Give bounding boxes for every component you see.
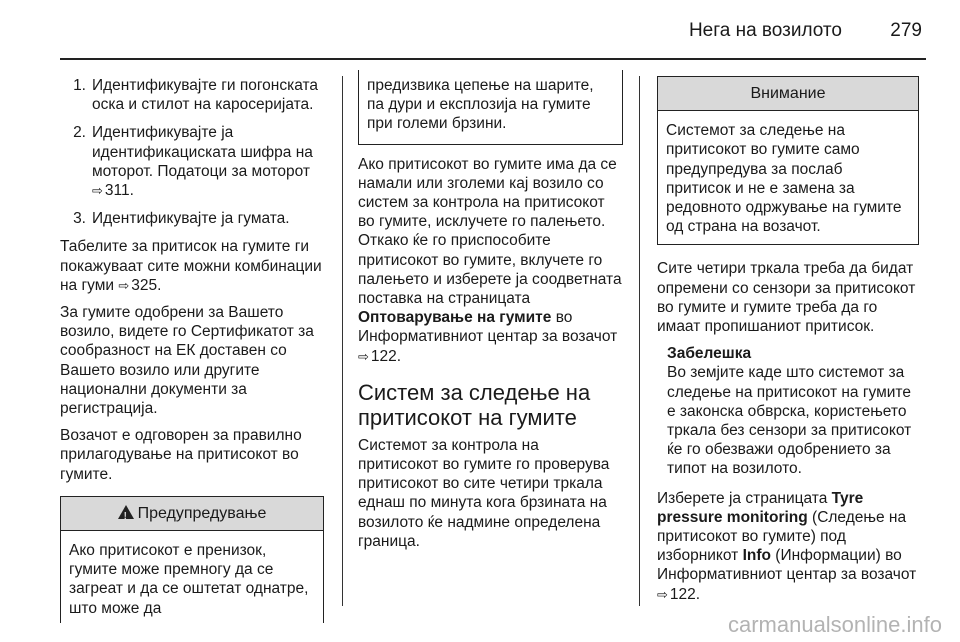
column-2: [358, 76, 623, 559]
column-divider-2: [639, 76, 640, 606]
menu-item-label: Tyre pressure monitoring: [657, 489, 864, 526]
warning-box-body: предизвика цепење на шарите, па дури и експлозија на гумите при големи брзини.: [367, 77, 594, 133]
warning-triangle-icon: [118, 505, 134, 519]
page-reference-link[interactable]: ⇨ 122.: [358, 348, 401, 365]
page-reference-link[interactable]: ⇨ 325.: [118, 277, 161, 294]
warning-box-header: !Предупредување: [61, 497, 323, 531]
caution-box-body: Системот за следење на притисокот во гумите само предупредува за послаб притисок и не е замена за редовното одржување на гумите од страна на возачот.: [666, 122, 902, 236]
warning-box-continued: [358, 70, 623, 145]
page-number: 279: [890, 20, 922, 41]
paragraph: За гумите одобрени за Вашето возило, видете го Сертификатот за сообразност на ЕК доставен со Вашето возило или другите национални документи за регистрација.: [60, 304, 314, 418]
warning-box-body: Ако притисокот е пренизок, гумите може премногу да се загреат и да се оштетат однатре, што може да: [69, 542, 309, 617]
note-title: Забелешка: [667, 345, 752, 363]
column-1: [60, 76, 324, 623]
note-text: Во земјите каде што системот за следење на притисокот на гумите е законска обврска, користењето тркала без сензори за притисокот ќе го обезважи одобрението за типот на возилото.: [667, 364, 912, 478]
section-heading: Систем за следење на притисокот на гумите: [358, 379, 591, 430]
header-title: Нега на возилото: [688, 20, 842, 41]
page-reference-link[interactable]: ⇨ 122.: [657, 586, 700, 603]
list-item: [60, 123, 324, 200]
step-text: Идентификувајте ги погонската оска и стилот на каросеријата.: [92, 77, 319, 114]
caution-box-header: Внимание: [658, 77, 918, 111]
paragraph: Возачот е одговорен за правилно прилагодување на притисокот во гумите.: [60, 427, 302, 483]
warning-box: [60, 496, 324, 623]
step-number: 3.: [73, 210, 86, 228]
column-3: [657, 76, 919, 612]
menu-item-label: Оптоварување на гумите: [358, 309, 552, 327]
step-text: Идентификувајте ја гумата.: [92, 210, 290, 228]
menu-item-label: Info: [742, 547, 771, 565]
paragraph: Сите четири тркала треба да бидат опремени со сензори за притисокот во гумите и гумите треба да го имаат пропишаниот притисок.: [657, 260, 916, 336]
steps-list: [60, 76, 324, 228]
list-item: [60, 76, 324, 114]
page-reference-link[interactable]: ⇨ 311.: [92, 182, 134, 199]
paragraph: Ако притисокот во гумите има да се намали или зголеми кај возило со систем за контрола на притисокот во гумите, исклучете го палењето. Откако ќе го приспособите притисокот во гумите, вклучете го палењето и изберете ја соодветната поставка на страницата Оптоварување на гумите во Информативниот центар за возачот ⇨ 122.: [358, 155, 623, 366]
list-item: [60, 209, 324, 228]
step-number: 2.: [73, 124, 86, 142]
note-block: [657, 344, 919, 478]
paragraph: Изберете ја страницата Tyre pressure monitoring (Следење на притисокот во гумите) под изборникот Info (Информации) во Информативниот центар за возачот ⇨ 122.: [657, 489, 919, 604]
step-number: 1.: [73, 77, 86, 94]
step-text: Идентификувајте ја идентификациската шифра на моторот. Податоци за моторот ⇨ 311.: [92, 123, 324, 200]
header-divider: [60, 58, 926, 60]
caution-box: [657, 76, 919, 245]
watermark: carmanualsonline.info: [727, 612, 942, 637]
paragraph: Табелите за притисок на гумите ги покажуваат сите можни комбинации на гуми ⇨ 325.: [60, 237, 324, 295]
column-divider-1: [342, 76, 343, 606]
paragraph: Системот за контрола на притисокот во гумите го проверува притисокот во сите четири тркала еднаш по минута кога брзината на возилото ќе надмине определена граница.: [358, 436, 610, 550]
